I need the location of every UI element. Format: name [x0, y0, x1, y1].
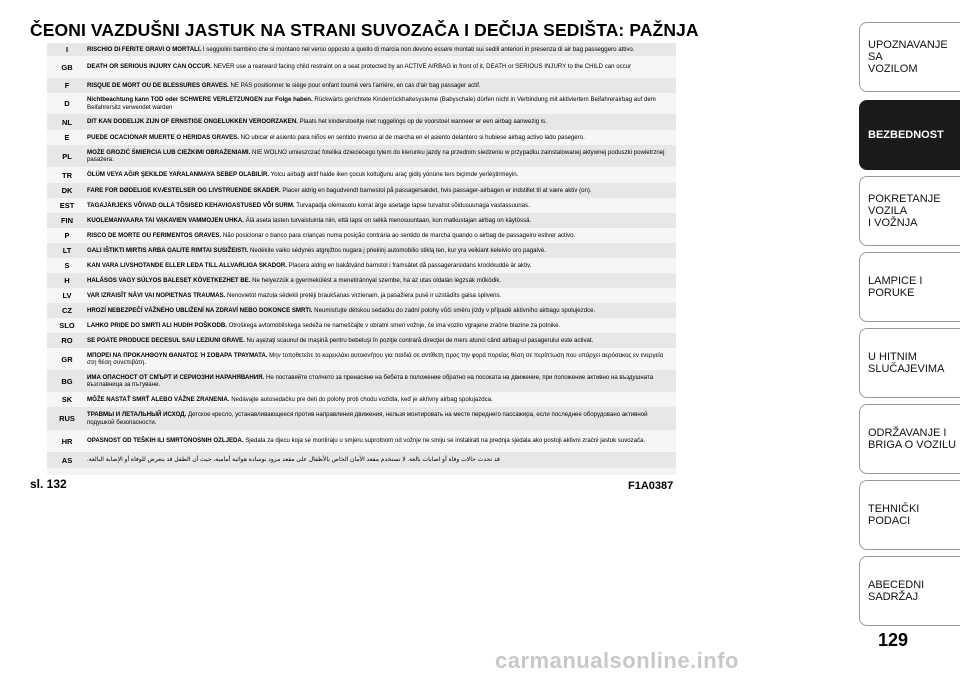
warning-lead: HROZÍ NEBEZPEČÍ VÁŽNÉHO UBLIŽENÍ NA ZDRAVÍ NEBO DOKONCE SMRTI. [87, 306, 313, 314]
warning-lead: KAN VARA LIVSHOTANDE ELLER LEDA TILL ALLVARLIGA SKADOR. [87, 261, 287, 269]
language-code: SLO [59, 321, 75, 330]
warning-text [87, 96, 676, 111]
sidebar-tab[interactable]: POKRETANJE VOZILA I VOŽNJA [859, 176, 960, 246]
warning-row [47, 430, 676, 452]
warning-text [87, 187, 676, 194]
sidebar-tab[interactable]: ODRŽAVANJE I BRIGA O VOZILU [859, 404, 960, 474]
warning-table [47, 43, 676, 475]
warning-body: Nedėkite vaiko sėdynės atgręžtos nugara į priekinį automobilio stiklą ten, kur yra veikiant keleivio oro pagalvė. [248, 246, 546, 254]
page-number: 129 [878, 630, 909, 650]
warning-body: Детское кресло, устанавливающееся против направления движения, нельзя монтировать на месте переднего пассажира, если последнее оборудовано активной подушкой безопасности. [87, 411, 648, 426]
warning-text [87, 63, 676, 70]
warning-body: Turvapadja olemasolu korral ärge asetage lapse turvatist sõidusuunaga vastassuunas. [294, 201, 530, 209]
warning-lead: RISCHIO DI FERITE GRAVI O MORTALI. [87, 45, 202, 53]
warning-text [87, 374, 676, 389]
warning-lead: MÔŽE NASTAŤ SMRŤ ALEBO VÁŽNE ZRANENIA. [87, 395, 230, 403]
warning-body: NO ubicar el asiento para niños en sentido inverso al de marcha en el asiento delantero si hubiese airbag activo lado pasegero. [238, 133, 585, 141]
warning-lead: TAGAJÄRJEKS VÕIVAD OLLA TÕSISED KEHAVIGASTUSED VÕI SURM. [87, 201, 295, 209]
warning-lead: RISQUE DE MORT OU DE BLESSURES GRAVES. [87, 81, 229, 89]
warning-text [87, 337, 676, 344]
warning-body: NEVER use a rearward facing child restraint on a seat protected by an ACTIVE AIRBAG in front of it, DEATH or SERIOUS INJURY to the CHILD can occur [211, 63, 632, 71]
warning-text [87, 171, 676, 178]
language-code: RUS [59, 414, 75, 423]
warning-lead: RISCO DE MORTE OU FERIMENTOS GRAVES. [87, 231, 222, 239]
language-code: LT [62, 246, 72, 255]
sidebar-tab[interactable]: LAMPICE I PORUKE [859, 252, 960, 322]
warning-body: I seggiolini bambino che si montano nel verso opposto a quello di marcia non devono essere montati sui sedili anteriori in presenza di air bag passeggero attivo. [201, 45, 635, 53]
warning-row [47, 318, 676, 333]
warning-text [87, 247, 676, 254]
warning-text [87, 82, 676, 89]
warning-lead: SE POATE PRODUCE DECESUL SAU LEZIUNI GRAVE. [87, 336, 245, 344]
language-code: FIN [60, 216, 74, 225]
warning-body: Не поставяйте столчето за пренасяне на бебета в положение обратно на посоката на движение, при положение активно на въздушната възглавница за пътуване. [87, 373, 654, 388]
warning-lead: HALÁSOS VAGY SÚLYOS BALESET KÖVETKEZHET BE. [87, 276, 251, 284]
warning-row [47, 333, 676, 348]
warning-row [47, 407, 676, 430]
warning-text [87, 118, 676, 125]
warning-row [47, 78, 676, 93]
warning-text [87, 277, 676, 284]
language-code: LV [62, 291, 72, 300]
warning-lead: ТРАВМЫ И ЛЕТАЛЬНЫЙ ИСХОД. [87, 411, 187, 419]
sidebar-tab[interactable]: UPOZNAVANJE SA VOZILOM [859, 22, 960, 92]
sidebar-tab[interactable]: ABECEDNI SADRŽAJ [859, 556, 960, 626]
language-code: SK [61, 395, 73, 404]
warning-text [87, 46, 676, 53]
warning-lead: Nichtbeachtung kann TOD oder SCHWERE VERLETZUNGEN zur Folge haben. [87, 96, 313, 104]
warning-row [47, 243, 676, 258]
warning-body: Plaats het kinderstoeltje niet ruggelings op de voorstoel wanneer er een airbag aanwezig is. [297, 118, 547, 126]
warning-text [87, 134, 676, 141]
language-code: I [65, 45, 69, 54]
sidebar-tab[interactable]: TEHNIČKI PODACI [859, 480, 960, 550]
warning-row [47, 258, 676, 273]
language-code: GR [61, 354, 73, 364]
sidebar-tab[interactable]: U HITNIM SLUČAJEVIMA [859, 328, 960, 398]
language-code: DK [61, 186, 73, 195]
warning-lead: DEATH OR SERIOUS INJURY CAN OCCUR. [87, 63, 212, 71]
warning-text [87, 456, 676, 463]
language-code: H [64, 276, 70, 285]
warning-body: Rückwärts gerichtete Kinderrückhaltesysteme (Babyschale) dürfen nicht in Verbindung mit aktiviertem Beifahrerairbag auf dem Beifahrersitz verwendet warden [87, 96, 656, 111]
warning-lead: ÖLÜM VEYA AĞIR ŞEKILDE YARALANMAYA SEBEP OLABILİR. [87, 171, 270, 179]
warning-row [47, 93, 676, 114]
language-code: HR [61, 436, 73, 446]
warning-row [47, 56, 676, 78]
warning-row [47, 348, 676, 370]
warning-row [47, 452, 676, 468]
warning-body: Não posicionar o banco para crianças numa posição contrária ao sentido de marcha quando o airbag de passageiro estiver activo. [221, 231, 576, 239]
language-code: PL [62, 151, 72, 161]
warning-text [87, 149, 676, 164]
language-code: TR [62, 170, 72, 180]
language-code: F [64, 81, 70, 90]
warning-text [87, 232, 676, 239]
sidebar-tab[interactable]: BEZBEDNOST [859, 100, 960, 170]
warning-lead: KUOLEMANVAARA TAI VAKAVIEN VAMMOJEN UHKA. [87, 216, 244, 224]
warning-text [87, 307, 676, 314]
figure-code: F1A0387 [628, 480, 674, 492]
warning-body: NIE WOLNO umieszczać fotelika dzieciecego tylem do kierunku jazdy na przednim siedzeniu w przypadku zainstalowanej aktywnej poduszki powietrznej pasażera. [87, 148, 665, 163]
language-code: RO [61, 336, 73, 345]
language-code: S [64, 261, 70, 270]
warning-text [87, 322, 676, 329]
language-code: GB [61, 62, 73, 72]
warning-lead: ΜΠΟΡΕΙ ΝΑ ΠΡΟΚΛΗΘΟΥΝ ΘΑΝΑΤΟΣ Ή ΣΟΒΑΡΑ ΤΡΑΥΜΑΤΑ. [87, 351, 268, 359]
page-title: ČEONI VAZDUŠNI JASTUK NA STRANI SUVOZAČA I DEČIJA SEDIŠTA: PAŽNJA [30, 20, 699, 40]
warning-body: Nenovietot mazuļa sēdekli pretēji braukšanas virzienam, ja pasažiera pusē ir uzstādīts gaisa spilvens. [225, 291, 502, 299]
warning-row [47, 114, 676, 130]
warning-row [47, 183, 676, 198]
warning-row [47, 145, 676, 167]
warning-lead: VAR IZRAISĪT NĀVI VAI NOPIETNAS TRAUMAS. [87, 291, 226, 299]
warning-body: Otroškega avtomobilskega sedeža ne nameščajte v obratni smeri vožnje, če ima vozilo vgrajene zračne blazine za potnike. [226, 321, 561, 329]
language-code: CZ [62, 306, 72, 315]
warning-text [87, 202, 676, 209]
warning-lead: LAHKO PRIDE DO SMRTI ALI HUDIH POŠKODB. [87, 321, 227, 329]
warning-row [47, 370, 676, 392]
chapter-sidebar [859, 0, 960, 678]
warning-lead: OPASNOST OD TEŠKIH ILI SMRTONOSNIH OZLJEDA. [87, 437, 244, 445]
warning-body: قد تحدث حالات وفاة أو اصابات بالغة. لا تستخدم مقعد الأمان الخاص بالأطفال على مقعد مزود بوسادة هوائية أمامية، حيث أن الطفل قد يتعرض للوفاة أو الإصابة البالغة. [87, 456, 500, 464]
warning-body: Nedávajte autosedačku pre deti do polohy proti chodu vozidla, keď je aktívny airbag spolujazdca. [229, 395, 493, 403]
language-code: E [64, 133, 70, 142]
warning-row [47, 130, 676, 145]
warning-body: Μην τοποθετείτε το καρεκλάκι αυτοκινήτου για παιδιά σε αντίθετη προς την φορά πορείας θέση σε περίπτωση που υπάρχει αερόσακος εν ενεργεία στη θέση συνεπιβάτη. [87, 351, 664, 366]
warning-text [87, 262, 676, 269]
warning-text [87, 411, 676, 426]
warning-row [47, 303, 676, 318]
language-code: BG [61, 376, 73, 386]
warning-lead: DIT KAN DODELIJK ZIJN OF ERNSTIGE ONGELUKKEN VEROORZAKEN. [87, 118, 298, 126]
warning-body: NE PAS positionner le siège pour enfant tourné vers l'arrière, en cas d'air bag passager actif. [228, 81, 481, 89]
warning-lead: GALI IŠTIKTI MIRTIS ARBA GALITE RIMTAI SUSIŽEISTI. [87, 246, 249, 254]
language-code: NL [62, 117, 72, 127]
warning-row [47, 43, 676, 56]
warning-body: Nu aşezaţi scaunul de maşină pentru bebeluşi în poziţie contrară direcţiei de mers atunci când airbag-ul pasagerului este activat. [244, 336, 594, 344]
warning-body: Yolcu airbaği aktif halde iken çocuk koltuğunu araç gidiş yönüne ters biçimde yerleştirmeyin. [269, 171, 519, 179]
warning-body: Sjedala za djecu koja se montiraju u smjeru suprotnom od vožnje ne smiju se instalirati na prednja sjedala ako postoji aktivni zračni jastuk suvozača. [243, 437, 646, 445]
warning-body: Älä aseta lasten turvaistuinta niin, että lapsi on selkä menosuuntaan, kun matkustajan airbag on käytössä. [243, 216, 532, 224]
language-code: P [64, 231, 70, 240]
warning-row [47, 213, 676, 228]
warning-lead: ИМА ОПАСНОСТ ОТ СМЪРТ И СЕРИОЗНИ НАРАНЯВАНИЯ. [87, 373, 265, 381]
warning-body: Ne helyezzük a gyermekülést a menetiránnyal szembe, ha az utas oldalán légzsák működik. [250, 276, 502, 284]
language-code: AS [61, 455, 73, 465]
language-code: EST [59, 201, 75, 210]
warning-body: Placera aldrig en bakåtvänd barnstol i framsätet då passagerarsidans krockkudde är aktiv. [286, 261, 532, 269]
warning-text [87, 437, 676, 444]
warning-row [47, 167, 676, 183]
warning-text [87, 292, 676, 299]
warning-text [87, 217, 676, 224]
warning-text [87, 352, 676, 367]
warning-row [47, 198, 676, 213]
warning-row [47, 228, 676, 243]
warning-body: Placer aldrig en bagudvendt barnestol på passagersædet, hvis passager-airbagen er indstillet til at være aktiv (on). [280, 186, 592, 194]
figure-label: sl. 132 [30, 477, 67, 491]
warning-row [47, 392, 676, 407]
warning-body: Neumisťujte dětskou sedačku do zadní polohy vůči směru jízdy v případě aktivního airbagu spolujezdce. [312, 306, 596, 314]
warning-text [87, 396, 676, 403]
warning-lead: PUEDE OCACIONAR MUERTE O HERIDAS GRAVES. [87, 133, 239, 141]
watermark: carmanualsonline.info [495, 648, 739, 673]
warning-lead: FARE FOR DØDELIGE KVÆSTELSER OG LIVSTRUENDE SKADER. [87, 186, 281, 194]
warning-lead: MOŻE GROZIĆ ŚMIERCIA LUB CIEŻKIMI OBRAŻENIAMI. [87, 148, 251, 156]
language-code: D [64, 99, 70, 108]
warning-row [47, 273, 676, 288]
warning-row [47, 288, 676, 303]
